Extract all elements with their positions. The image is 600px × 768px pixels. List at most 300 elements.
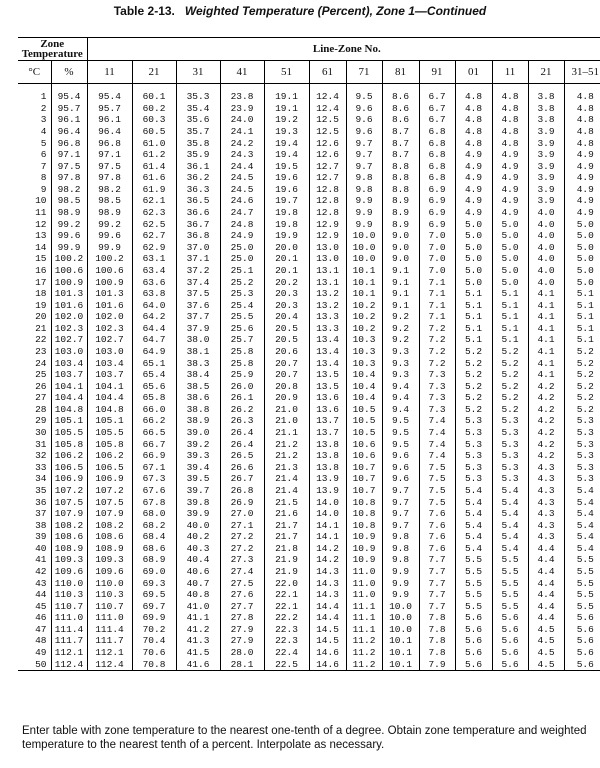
value-cell: 61.9	[132, 184, 176, 196]
percent-cell: 99.2	[51, 218, 87, 230]
value-cell: 14.2	[309, 543, 346, 555]
value-cell: 38.4	[176, 369, 220, 381]
percent-cell: 99.9	[51, 242, 87, 254]
value-cell: 24.6	[220, 195, 264, 207]
value-cell: 21.0	[264, 404, 309, 416]
value-cell: 10.1	[346, 265, 382, 277]
value-cell: 5.6	[492, 612, 528, 624]
value-cell: 4.3	[528, 531, 564, 543]
value-cell: 5.0	[455, 265, 492, 277]
value-cell: 12.9	[309, 230, 346, 242]
table-row	[18, 230, 600, 242]
value-cell: 5.2	[492, 346, 528, 358]
value-cell: 21.5	[264, 496, 309, 508]
value-cell: 38.9	[176, 415, 220, 427]
value-cell: 4.2	[528, 438, 564, 450]
value-cell: 7.0	[419, 265, 455, 277]
value-cell: 21.7	[264, 519, 309, 531]
value-cell: 7.9	[419, 658, 455, 670]
value-cell: 4.3	[528, 519, 564, 531]
percent-cell: 112.1	[51, 647, 87, 659]
value-cell: 4.8	[492, 126, 528, 138]
value-cell: 4.2	[528, 427, 564, 439]
value-cell: 11.1	[346, 600, 382, 612]
value-cell: 11.0	[346, 589, 382, 601]
table-row	[18, 392, 600, 404]
value-cell: 5.1	[455, 311, 492, 323]
value-cell: 40.8	[176, 589, 220, 601]
value-cell: 14.5	[309, 635, 346, 647]
value-cell: 25.4	[220, 299, 264, 311]
value-cell: 7.7	[419, 600, 455, 612]
value-cell: 7.1	[419, 288, 455, 300]
value-cell: 19.1	[264, 103, 309, 115]
value-cell: 68.4	[132, 531, 176, 543]
table-row	[18, 473, 600, 485]
value-cell: 11.2	[346, 647, 382, 659]
value-cell: 5.6	[492, 647, 528, 659]
value-cell: 4.9	[576, 172, 594, 184]
value-cell: 100.9	[87, 276, 132, 288]
value-cell: 4.0	[528, 230, 564, 242]
line-zone-column-header: 71	[346, 61, 382, 84]
value-cell: 10.8	[346, 519, 382, 531]
value-cell: 5.0	[576, 264, 594, 276]
value-cell: 5.1	[576, 322, 594, 334]
table-row	[18, 415, 600, 427]
value-cell: 6.7	[419, 103, 455, 115]
value-cell: 5.1	[492, 299, 528, 311]
value-cell: 41.1	[176, 612, 220, 624]
value-cell: 4.9	[492, 195, 528, 207]
celsius-cell: 18	[18, 288, 51, 300]
celsius-cell: 9	[18, 184, 51, 196]
line-zone-column-header: 61	[309, 61, 346, 84]
value-cell: 5.0	[455, 242, 492, 254]
value-cell: 4.5	[528, 624, 564, 636]
value-cell: 25.6	[220, 323, 264, 335]
column-header-row	[18, 61, 600, 84]
value-cell: 14.6	[309, 647, 346, 659]
value-cell: 40.7	[176, 577, 220, 589]
value-cell: 111.0	[87, 612, 132, 624]
value-cell: 36.6	[176, 207, 220, 219]
celsius-cell: 26	[18, 380, 51, 392]
table-row	[18, 508, 600, 520]
value-cell: 38.3	[176, 357, 220, 369]
table-row	[18, 149, 600, 161]
value-cell: 28.1	[220, 658, 264, 670]
value-cell: 9.7	[382, 496, 419, 508]
table-row	[18, 658, 600, 670]
value-cell: 3.9	[528, 137, 564, 149]
value-cell: 5.5	[455, 577, 492, 589]
value-cell: 4.8	[455, 114, 492, 126]
value-cell: 35.4	[176, 103, 220, 115]
value-cell: 62.5	[132, 218, 176, 230]
table-row	[18, 91, 600, 103]
value-cell: 105.1	[87, 415, 132, 427]
value-cell: 5.0	[576, 241, 594, 253]
value-cell: 4.9	[576, 149, 594, 161]
table-row	[18, 624, 600, 636]
value-cell: 97.5	[87, 160, 132, 172]
value-cell: 36.2	[176, 172, 220, 184]
percent-cell: 106.9	[51, 473, 87, 485]
table-row	[18, 253, 600, 265]
value-cell: 9.5	[346, 91, 382, 103]
value-cell: 7.6	[419, 519, 455, 531]
value-cell: 5.2	[455, 346, 492, 358]
value-cell: 5.3	[492, 427, 528, 439]
value-cell: 26.4	[220, 427, 264, 439]
celsius-cell: 25	[18, 369, 51, 381]
value-cell: 14.4	[309, 600, 346, 612]
celsius-cell: 50	[18, 658, 51, 670]
value-cell: 4.2	[528, 380, 564, 392]
value-cell: 21.8	[264, 543, 309, 555]
percent-cell: 104.4	[51, 392, 87, 404]
value-cell: 23.9	[220, 103, 264, 115]
value-cell: 9.3	[382, 357, 419, 369]
value-cell: 68.9	[132, 554, 176, 566]
value-cell: 8.7	[382, 137, 419, 149]
value-cell: 5.1	[576, 288, 594, 300]
value-cell: 5.6	[576, 635, 594, 647]
value-cell: 22.1	[264, 589, 309, 601]
value-cell: 108.2	[87, 519, 132, 531]
value-cell: 11.0	[346, 566, 382, 578]
value-cell: 26.2	[220, 404, 264, 416]
percent-cell: 108.6	[51, 531, 87, 543]
value-cell: 24.1	[220, 126, 264, 138]
value-cell: 8.8	[382, 184, 419, 196]
celsius-cell: 34	[18, 473, 51, 485]
value-cell: 5.3	[492, 438, 528, 450]
value-cell: 41.3	[176, 635, 220, 647]
value-cell: 4.3	[528, 508, 564, 520]
value-cell: 10.4	[346, 380, 382, 392]
value-cell: 20.6	[264, 346, 309, 358]
value-cell: 99.6	[87, 230, 132, 242]
value-cell: 5.0	[492, 242, 528, 254]
celsius-cell: 35	[18, 485, 51, 497]
celsius-header: °C	[18, 61, 51, 84]
table-row	[18, 589, 600, 601]
table-row	[18, 323, 600, 335]
value-cell: 4.4	[528, 612, 564, 624]
value-cell: 4.1	[528, 311, 564, 323]
value-cell: 37.0	[176, 242, 220, 254]
value-cell: 5.2	[492, 357, 528, 369]
value-cell: 107.2	[87, 485, 132, 497]
value-cell: 4.0	[528, 218, 564, 230]
value-cell: 12.8	[309, 184, 346, 196]
value-cell: 107.9	[87, 508, 132, 520]
value-cell: 9.5	[382, 427, 419, 439]
value-cell: 8.6	[382, 103, 419, 115]
percent-cell: 102.0	[51, 311, 87, 323]
value-cell: 12.7	[309, 160, 346, 172]
value-cell: 7.8	[419, 624, 455, 636]
value-cell: 63.6	[132, 276, 176, 288]
value-cell: 4.9	[492, 160, 528, 172]
value-cell: 6.8	[419, 149, 455, 161]
value-cell: 102.7	[87, 334, 132, 346]
value-cell: 106.5	[87, 462, 132, 474]
percent-cell: 106.5	[51, 462, 87, 474]
value-cell: 4.4	[528, 589, 564, 601]
value-cell: 4.8	[492, 103, 528, 115]
value-cell: 97.8	[87, 172, 132, 184]
value-cell: 26.0	[220, 380, 264, 392]
value-cell: 5.5	[576, 589, 594, 601]
value-cell: 4.9	[455, 184, 492, 196]
value-cell: 101.6	[87, 299, 132, 311]
value-cell: 7.3	[419, 380, 455, 392]
value-cell: 13.1	[309, 265, 346, 277]
value-cell: 64.2	[132, 311, 176, 323]
value-cell: 67.1	[132, 462, 176, 474]
value-cell: 68.6	[132, 543, 176, 555]
table-row	[18, 103, 600, 115]
value-cell: 64.7	[132, 334, 176, 346]
value-cell: 5.2	[492, 369, 528, 381]
value-cell: 10.7	[346, 473, 382, 485]
value-cell: 5.5	[455, 566, 492, 578]
value-cell: 13.6	[309, 392, 346, 404]
value-cell: 60.2	[132, 103, 176, 115]
value-cell: 7.3	[419, 369, 455, 381]
value-cell: 35.9	[176, 149, 220, 161]
table-row	[18, 577, 600, 589]
table-row	[18, 404, 600, 416]
value-cell: 39.8	[176, 496, 220, 508]
celsius-cell: 43	[18, 577, 51, 589]
value-cell: 5.2	[455, 380, 492, 392]
value-cell: 8.6	[382, 114, 419, 126]
value-cell: 5.2	[576, 369, 594, 381]
value-cell: 21.2	[264, 450, 309, 462]
value-cell: 14.3	[309, 566, 346, 578]
value-cell: 37.5	[176, 288, 220, 300]
value-cell: 25.7	[220, 334, 264, 346]
value-cell: 13.9	[309, 485, 346, 497]
value-cell: 37.1	[176, 253, 220, 265]
value-cell: 9.9	[346, 218, 382, 230]
value-cell: 68.0	[132, 508, 176, 520]
value-cell: 36.8	[176, 230, 220, 242]
value-cell: 40.0	[176, 519, 220, 531]
value-cell: 13.7	[309, 427, 346, 439]
value-cell: 5.5	[455, 600, 492, 612]
value-cell: 4.1	[528, 288, 564, 300]
value-cell: 4.0	[528, 242, 564, 254]
value-cell: 8.8	[382, 172, 419, 184]
value-cell: 25.9	[220, 369, 264, 381]
percent-cell: 110.0	[51, 577, 87, 589]
value-cell: 112.1	[87, 647, 132, 659]
value-cell: 20.0	[264, 242, 309, 254]
value-cell: 4.2	[528, 392, 564, 404]
value-cell: 103.7	[87, 369, 132, 381]
value-cell: 4.8	[492, 91, 528, 103]
celsius-cell: 24	[18, 357, 51, 369]
value-cell: 27.5	[220, 577, 264, 589]
value-cell: 19.4	[264, 137, 309, 149]
value-cell: 4.3	[528, 496, 564, 508]
value-cell: 6.7	[419, 91, 455, 103]
value-cell: 7.6	[419, 531, 455, 543]
value-cell: 38.8	[176, 404, 220, 416]
value-cell: 10.3	[346, 357, 382, 369]
value-cell: 41.5	[176, 647, 220, 659]
value-cell: 7.3	[419, 392, 455, 404]
value-cell: 69.3	[132, 577, 176, 589]
value-cell: 20.3	[264, 299, 309, 311]
value-cell: 5.2	[492, 392, 528, 404]
value-cell: 14.3	[309, 577, 346, 589]
value-cell: 3.8	[528, 114, 564, 126]
table-row	[18, 369, 600, 381]
value-cell: 6.9	[419, 195, 455, 207]
table-row	[18, 242, 600, 254]
value-cell: 40.2	[176, 531, 220, 543]
value-cell: 25.8	[220, 346, 264, 358]
value-cell: 24.9	[220, 230, 264, 242]
value-cell: 13.6	[309, 404, 346, 416]
percent-cell: 102.3	[51, 323, 87, 335]
value-cell: 70.8	[132, 658, 176, 670]
value-cell: 24.0	[220, 114, 264, 126]
value-cell: 5.2	[455, 357, 492, 369]
value-cell: 7.5	[419, 485, 455, 497]
value-cell: 27.8	[220, 612, 264, 624]
celsius-cell: 3	[18, 114, 51, 126]
value-cell: 60.5	[132, 126, 176, 138]
value-cell: 69.5	[132, 589, 176, 601]
value-cell: 9.9	[382, 577, 419, 589]
value-cell: 21.9	[264, 566, 309, 578]
value-cell: 11.1	[346, 612, 382, 624]
value-cell: 5.2	[455, 369, 492, 381]
value-cell: 8.8	[382, 160, 419, 172]
value-cell: 9.8	[346, 184, 382, 196]
value-cell: 19.5	[264, 160, 309, 172]
value-cell: 7.7	[419, 589, 455, 601]
value-cell: 69.9	[132, 612, 176, 624]
value-cell: 41.6	[176, 658, 220, 670]
value-cell: 40.4	[176, 554, 220, 566]
value-cell: 9.0	[382, 242, 419, 254]
value-cell: 96.1	[87, 114, 132, 126]
table-row	[18, 311, 600, 323]
value-cell: 9.6	[346, 103, 382, 115]
value-cell: 67.8	[132, 496, 176, 508]
value-cell: 5.5	[576, 577, 594, 589]
value-cell: 4.9	[455, 149, 492, 161]
value-cell: 27.2	[220, 543, 264, 555]
percent-cell: 108.9	[51, 543, 87, 555]
value-cell: 10.6	[346, 450, 382, 462]
value-cell: 40.6	[176, 566, 220, 578]
percent-cell: 107.5	[51, 496, 87, 508]
value-cell: 5.2	[576, 380, 594, 392]
value-cell: 19.4	[264, 149, 309, 161]
value-cell: 5.1	[576, 311, 594, 323]
value-cell: 111.4	[87, 624, 132, 636]
value-cell: 110.0	[87, 577, 132, 589]
percent-cell: 98.9	[51, 207, 87, 219]
value-cell: 4.8	[576, 91, 594, 103]
value-cell: 4.0	[528, 207, 564, 219]
percent-cell: 101.6	[51, 299, 87, 311]
value-cell: 9.4	[382, 380, 419, 392]
value-cell: 22.5	[264, 658, 309, 670]
value-cell: 5.6	[492, 658, 528, 670]
value-cell: 3.9	[528, 160, 564, 172]
value-cell: 60.1	[132, 91, 176, 103]
percent-cell: 107.2	[51, 485, 87, 497]
value-cell: 9.7	[382, 485, 419, 497]
celsius-cell: 29	[18, 415, 51, 427]
value-cell: 35.3	[176, 91, 220, 103]
percent-cell: 112.4	[51, 658, 87, 670]
value-cell: 22.3	[264, 635, 309, 647]
value-cell: 9.4	[382, 392, 419, 404]
value-cell: 12.8	[309, 195, 346, 207]
value-cell: 9.8	[346, 172, 382, 184]
value-cell: 5.3	[492, 473, 528, 485]
value-cell: 19.3	[264, 126, 309, 138]
table-row	[18, 172, 600, 184]
value-cell: 5.1	[492, 311, 528, 323]
value-cell: 9.7	[346, 160, 382, 172]
value-cell: 4.1	[528, 346, 564, 358]
value-cell: 4.3	[528, 485, 564, 497]
value-cell: 70.6	[132, 647, 176, 659]
percent-cell: 104.8	[51, 404, 87, 416]
value-cell: 22.2	[264, 612, 309, 624]
value-cell: 10.3	[346, 334, 382, 346]
value-cell: 9.2	[382, 311, 419, 323]
value-cell: 101.3	[87, 288, 132, 300]
value-cell: 37.6	[176, 299, 220, 311]
value-cell: 25.0	[220, 242, 264, 254]
value-cell: 38.1	[176, 346, 220, 358]
value-cell: 98.5	[87, 195, 132, 207]
value-cell: 25.3	[220, 288, 264, 300]
table-row	[18, 184, 600, 196]
value-cell: 10.0	[346, 253, 382, 265]
value-cell: 5.4	[492, 519, 528, 531]
value-cell: 4.4	[528, 554, 564, 566]
table-row	[18, 438, 600, 450]
percent-cell: 105.1	[51, 415, 87, 427]
value-cell: 4.8	[576, 137, 594, 149]
value-cell: 10.0	[382, 612, 419, 624]
value-cell: 39.7	[176, 485, 220, 497]
celsius-cell: 10	[18, 195, 51, 207]
value-cell: 10.0	[346, 242, 382, 254]
value-cell: 25.2	[220, 276, 264, 288]
percent-cell: 110.3	[51, 589, 87, 601]
value-cell: 14.4	[309, 612, 346, 624]
value-cell: 10.1	[382, 647, 419, 659]
value-cell: 70.2	[132, 624, 176, 636]
value-cell: 7.8	[419, 612, 455, 624]
value-cell: 22.3	[264, 624, 309, 636]
